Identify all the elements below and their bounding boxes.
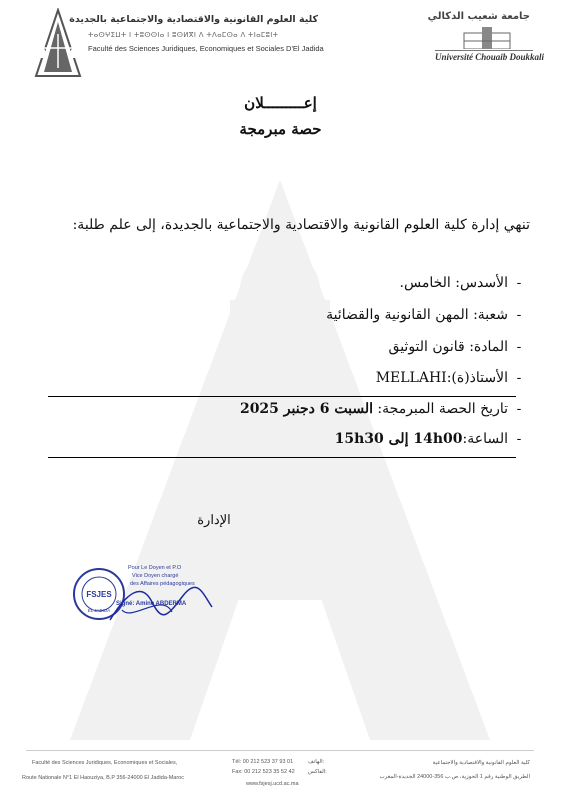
faculty-name-amazigh: ⵜⴰⵙⵖⵉⵡⵜ ⵏ ⵜⵓⵙⵙⵏⴰ ⵏ ⵓⵙⵍⴳⵏ ⴷ ⵜⴷⴰⵎⵙⴰ ⴷ ⵜⵏⴰⵎⵓⵏⵜ — [88, 31, 279, 39]
top-rule — [48, 396, 516, 397]
footer-tel: Tél: 00 212 523 37 93 01 — [232, 759, 294, 765]
list-item: -الأسدس: الخامس. — [399, 275, 522, 291]
bottom-rule — [48, 457, 516, 458]
announcement-intro: تنهي إدارة كلية العلوم القانونية والاقتصادية والاجتماعية بالجديدة، إلى علم طلبة: — [72, 217, 530, 233]
branch-text: شعبة: المهن القانونية والقضائية — [326, 307, 508, 323]
footer-tel-ar: الهاتف: — [308, 759, 325, 765]
faculty-name-french: Faculté des Sciences Juridiques, Economiques et Sociales D'El Jadida — [88, 44, 324, 53]
stamp-ring-text: FSJES — [86, 590, 112, 599]
stamp-line-3: des Affaires pédagogiques — [130, 581, 195, 587]
date-label: تاريخ الحصة المبرمجة: — [372, 401, 508, 417]
date-value: السبت 6 دجنبر 2025 — [239, 401, 373, 417]
semester-text: الأسدس: الخامس. — [399, 275, 508, 291]
list-item: -المادة: قانون التوثيق — [388, 339, 522, 355]
professor-text: الأستاذ(ة):MELLAHI — [375, 370, 508, 386]
announcement-subtitle: حصة مبرمجة — [239, 120, 322, 138]
footer-address-ar-1: كلية العلوم القانونية والاقتصادية والاجتماعية — [432, 760, 530, 766]
footer-address-fr-2: Route Nationale N°1 El Haouziya, B.P 356-24000 El Jadida-Maroc — [22, 775, 184, 781]
faculty-name-arabic: كلية العلوم القانونية والاقتصادية والاجتماعية بالجديدة — [69, 14, 318, 25]
footer-website: www.fsjesj.ucd.ac.ma — [246, 781, 299, 787]
footer-fax: Fax: 00 212 523 35 52 42 — [232, 769, 295, 775]
list-item: -الأستاذ(ة):MELLAHI — [375, 370, 522, 386]
list-item: -شعبة: المهن القانونية والقضائية — [326, 307, 522, 323]
university-name-french: Université Chouaib Doukkali — [435, 52, 545, 62]
footer-divider — [26, 750, 534, 751]
subject-text: المادة: قانون التوثيق — [388, 339, 508, 355]
time-value: 14h00 إلى 15h30 — [334, 431, 463, 447]
stamp-line-2: Vice Doyen chargé — [132, 573, 179, 579]
stamp-line-1: Pour Le Doyen et P.O — [128, 565, 182, 571]
official-stamp — [72, 562, 217, 628]
time-label: الساعة: — [462, 431, 508, 447]
list-item: -تاريخ الحصة المبرمجة: السبت 6 دجنبر 2025 — [239, 401, 522, 417]
university-name-arabic: جامعة شعيب الدكالي — [427, 11, 530, 22]
footer-address-ar-2: الطريق الوطنية رقم 1 الحوزية، ص.ب 356-24000 الجديدة-المغرب — [379, 774, 530, 780]
stamp-signed: Signé: Amine ABDERMA — [116, 601, 187, 607]
stamp-city: EL JADIDA — [87, 608, 111, 613]
list-item: -الساعة:14h00 إلى 15h30 — [334, 431, 522, 447]
announcement-title: إعـــــــــلان — [244, 94, 317, 112]
footer-fax-ar: الفاكس: — [308, 769, 327, 775]
watermark-emblem — [70, 180, 490, 740]
university-logo — [446, 27, 528, 49]
footer-address-fr-1: Faculté des Sciences Juridiques, Economiques et Sociales, — [32, 760, 178, 766]
administration-signature: الإدارة — [197, 513, 231, 528]
